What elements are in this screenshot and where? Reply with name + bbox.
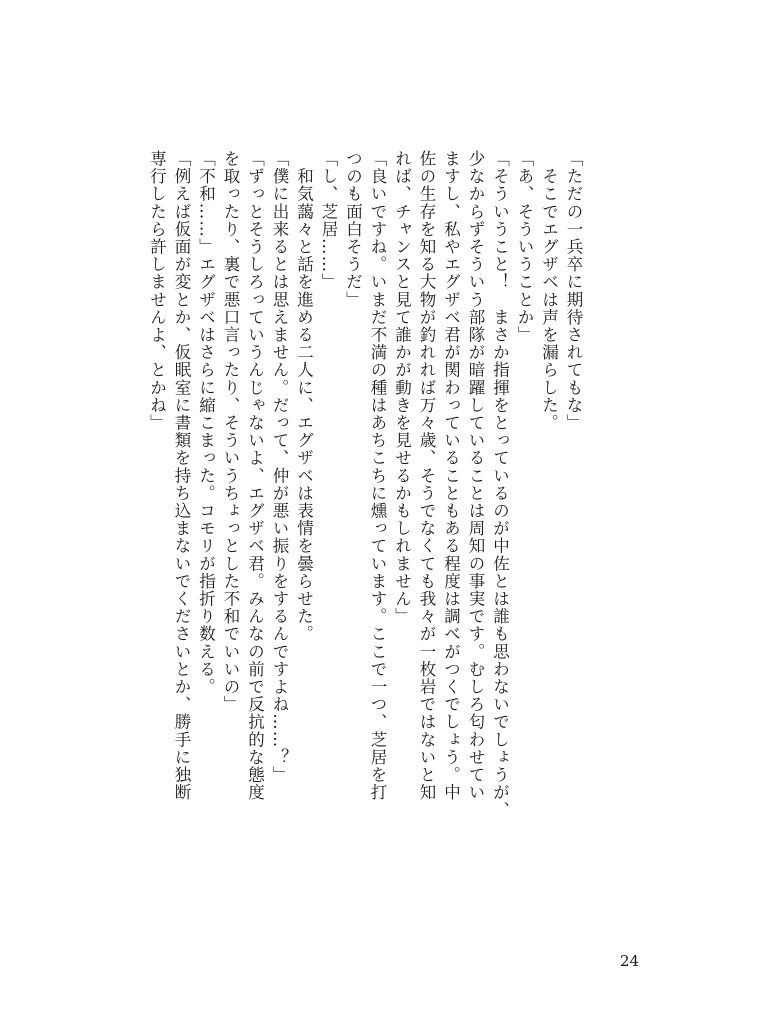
text-line: 「僕に出来るとは思えません。だって、仲が悪い振りをするんですよね……？」	[270, 150, 289, 784]
text-line: 和気藹々と話を進める二人に、エグザベは表情を曇らせた。	[294, 150, 314, 643]
text-line: 専行したら許しませんよ、とかね」	[147, 150, 167, 432]
text-line: ますし、私やエグザベ君が関わっていることもある程度は調べがつくでしょう。中	[441, 150, 461, 802]
text-line: そこでエグザベは声を漏らした。	[539, 150, 559, 432]
text-line: 「良いですね。いまだ不満の種はあちこちに燻っています。ここで一つ、芝居を打	[368, 150, 387, 802]
text-line: 「ずっとそうしろっていうんじゃないよ、エグザベ君。みんなの前で反抗的な態度	[245, 150, 265, 802]
text-line: 「不和……」エグザベはさらに縮こまった。コモリが指折り数える。	[196, 150, 216, 696]
text-line: 「あ、そういうことか」	[515, 150, 534, 344]
text-line: 「例えば仮面が変とか、仮眠室に書類を持ち込まないでくださいとか、勝手に独断	[172, 150, 191, 802]
text-line: 少なからずそういう部隊が暗躍していることは周知の事実です。むしろ匂わせてい	[466, 150, 485, 802]
text-line: 「ただの一兵卒に期待されてもな」	[564, 150, 583, 432]
text-line: れば、チャンスと見て誰かが動きを見せるかもしれません」	[392, 150, 412, 626]
text-line: 佐の生存を知る大物が釣れれば万々歳、そうでなくても我々が一枚岩ではないと知	[417, 150, 436, 802]
text-line: 「そういうこと！ まさか指揮をとっているのが中佐とは誰も思わないでしょうが、	[490, 150, 510, 819]
page-number: 24	[620, 952, 640, 970]
vertical-text-body	[147, 150, 585, 870]
text-line: を取ったり、裏で悪口言ったり、そういうちょっとした不和でいいの」	[221, 150, 240, 714]
text-line: 「し、芝居……」	[319, 150, 338, 291]
text-line: つのも面白そうだ」	[343, 150, 363, 309]
